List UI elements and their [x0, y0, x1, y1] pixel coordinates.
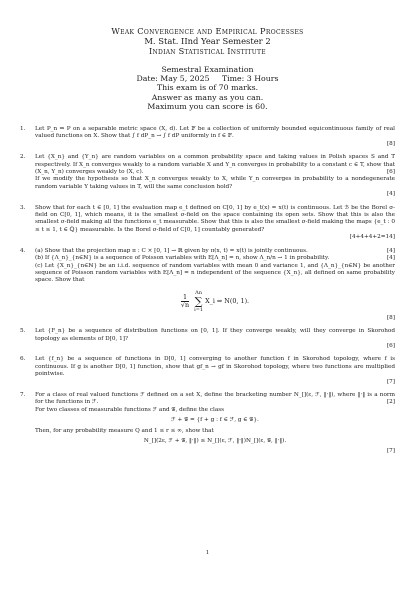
exam-header [20, 26, 395, 111]
sum-upper-limit: Λn [195, 289, 202, 296]
question-text: Let P_n ⇒ P on a separable metric space (X, d). Let 𝔽 be a collection of uniformly bounded equicontinuous family of real valued functions on X. Show that ∫ f dP_n → ∫ f dP uniformly in f ∈ 𝔽. [35, 126, 395, 140]
sum-symbol: ∑ [194, 294, 203, 308]
formula-denominator: √n [180, 300, 190, 309]
formula-numerator: 1 [182, 292, 188, 301]
question-text-continued: For two classes of measurable functions ℱ and 𝒢, define the class [35, 406, 225, 413]
question-number: 1. [20, 126, 26, 133]
exam-instruction: Answer as many as you can. [151, 92, 264, 102]
question-marks: [7] [386, 378, 395, 385]
question-4 [20, 248, 395, 322]
formula-fraction [181, 294, 189, 309]
question-number: 6. [20, 356, 26, 363]
formula-tail: X_i ⇒ N(0, 1). [205, 296, 250, 305]
question-marks: [7] [386, 448, 395, 455]
question-text: Let {X_n} and {Y_n} are random variables on a common probability space and taking values in Polish spaces S and T respectively. If X_n converges weakly to a random variable X and Y_n converges in probability to a constant c ∈ T, show that (X_n, Y_n) converges weakly to (X, c). [35, 154, 395, 176]
question-text: Let {f_n} be a sequence of functions in D[0, 1] converging to another function f in Skorohod topology, where f is continuous. If g is another D[0, 1] function, show that gf_n → gf in Skorohod topology, where two functions are multiplied pointwise. [35, 356, 395, 378]
question-2 [20, 154, 395, 198]
question-7 [20, 392, 395, 456]
subquestion-c [35, 263, 395, 285]
subquestion-b [35, 255, 395, 262]
question-text: For a class of real valued functions ℱ defined on a set X, define the bracketing number N_[](ε, ℱ, ‖·‖), where ‖·‖ is a norm for the functions in ℱ. [35, 391, 395, 406]
page-number: 1 [205, 550, 210, 556]
exam-total-marks: This exam is of 70 marks. [156, 83, 259, 93]
question-1 [20, 126, 395, 148]
question-text-continued-2: Then, for any probability measure Q and 1 ≤ r ≤ ∞, show that [35, 427, 214, 434]
question-marks: [4] [386, 191, 395, 198]
question-marks: [4+4+4+2=14] [349, 234, 395, 241]
question-text: Show that for each t ∈ [0, 1] the evaluation map e_t defined on C[0, 1] by e_t(x) = x(t) is continuous. Let ℬ be the Borel σ-field on C[0, 1], which means, it is the smallest σ-field on the space containing its open sets. Show that this is also the smallest σ-field making all the functions e_t measurable. Show that this is also the smallest σ-field making the maps {e_t : 0 ≤ t ≤ 1, t ∈ ℚ} measurable. Is the Borel σ-field of C[0, 1] countably generated? [35, 204, 395, 233]
exam-info [20, 65, 395, 111]
exam-max-score: Maximum you can score is 60. [147, 101, 268, 111]
display-equation-1: ℱ + 𝒢 = {f + g : f ∈ ℱ, g ∈ 𝒢}. [171, 417, 259, 424]
question-number: 7. [20, 391, 26, 398]
exam-type: Semestral Examination [161, 65, 254, 74]
display-equation-2: N_[](2ε, ℱ + 𝒢, ‖·‖) ≤ N_[](ε, ℱ, ‖·‖)N_[](ε, 𝒢, ‖·‖). [143, 438, 287, 445]
question-part-marks: [6] [386, 169, 395, 176]
question-number: 5. [20, 328, 26, 335]
clt-formula [35, 290, 395, 313]
question-6 [20, 356, 395, 386]
question-number: 2. [20, 154, 26, 161]
subquestion-a-text: (a) Show that the projection map π : C × [0, 1] → ℝ given by π(x, t) = x(t) is jointly continuous. [35, 247, 308, 254]
exam-date-time: Date: May 5, 2025 Time: 3 Hours [136, 74, 279, 84]
course-subtitle: M. Stat. IInd Year Semester 2 [144, 36, 271, 46]
subquestion-b-text: (b) If {Λ_n}_{n∈ℕ} is a sequence of Poisson variables with E[Λ_n] = n, show Λ_n/n → 1 in probability. [35, 255, 330, 262]
question-number: 4. [20, 247, 26, 254]
question-text: Let {F_n} be a sequence of distribution functions on [0, 1]. If they converge weakly, will they converge in Skorohod topology as elements of D[0, 1]? [35, 328, 395, 342]
question-number: 3. [20, 204, 26, 211]
subquestion-a [35, 248, 395, 255]
subquestion-a-marks: [4] [386, 247, 395, 254]
question-marks: [8] [386, 314, 395, 321]
subquestion-c-text: (c) Let {X_n}_{n∈ℕ} be an i.i.d. sequence of random variables with mean 0 and variance 1, and {Λ_n}_{n∈ℕ} be another sequence of Poisson random variables with E[Λ_n] = n independent of the sequence {X_n}, all defined on same probability space. Show that [35, 262, 395, 284]
sum-lower-limit: i=1 [194, 306, 204, 313]
question-marks: [6] [386, 342, 395, 349]
question-5 [20, 328, 395, 350]
question-3 [20, 205, 395, 242]
institute-name: Indian Statistical Institute [149, 46, 266, 56]
question-list [20, 126, 395, 456]
course-title: Weak Convergence and Empirical Processes [111, 26, 304, 36]
question-part-marks: [2] [386, 399, 395, 406]
question-text-continued: If we modify the hypothesis so that X_n converges weakly to X, while Y_n converges in probability to a nondegenerate random variable Y taking values in T, will the same conclusion hold? [35, 176, 395, 190]
summation [194, 290, 203, 313]
subquestion-b-marks: [4] [386, 255, 395, 262]
question-marks: [8] [386, 140, 395, 147]
